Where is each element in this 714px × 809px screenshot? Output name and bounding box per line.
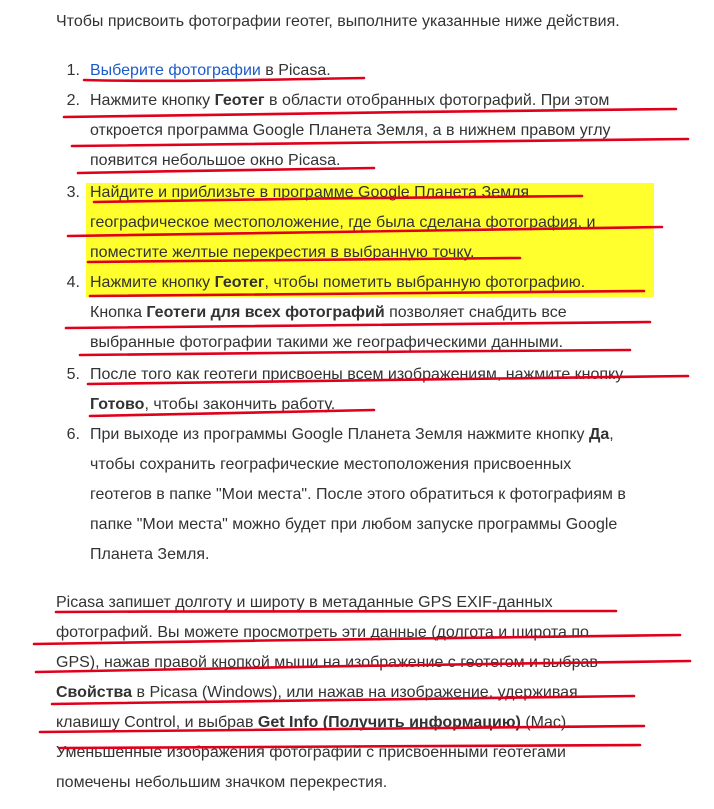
outro-line-1: Picasa запишет долготу и широту в метаданные GPS EXIF-данных bbox=[56, 594, 553, 611]
step-2-line-2: откроется программа Google Планета Земля, а в нижнем правом углу bbox=[90, 122, 611, 139]
step-number: 6. bbox=[66, 426, 80, 443]
outro-text: (Mac). bbox=[520, 714, 571, 731]
step-4-line-2 bbox=[90, 303, 567, 323]
step-number: 2. bbox=[66, 92, 80, 109]
outro-text: в Picasa (Windows), или нажав на изображение, удерживая bbox=[132, 684, 578, 701]
outro-line-7: помечены небольшим значком перекрестия. bbox=[56, 774, 388, 791]
yes-button-name: Да bbox=[588, 426, 610, 443]
step-2-text: в области отобранных фотографий. При этом bbox=[264, 92, 610, 109]
step-5-line-1: После того как геотеги присвоены всем изображениям, нажмите кнопку bbox=[90, 366, 624, 383]
step-5-text: , чтобы закончить работу. bbox=[144, 396, 336, 413]
outro-line-6: Уменьшенные изображения фотографий с присвоенными геотегами bbox=[56, 744, 566, 761]
geotag-button-name: Геотег bbox=[214, 92, 265, 109]
step-4-line-1 bbox=[90, 273, 585, 293]
geotag-all-button-name: Геотеги для всех фотографий bbox=[146, 304, 385, 321]
step-4-text: , чтобы пометить выбранную фотографию. bbox=[264, 274, 586, 291]
step-6-line-3: геотегов в папке "Мои места". После этого обратиться к фотографиям в bbox=[90, 486, 626, 503]
step-4-text: Кнопка bbox=[90, 304, 147, 321]
step-1-rest: в Picasa. bbox=[260, 62, 331, 79]
step-3-line-1: Найдите и приблизьте в программе Google Планета Земля bbox=[90, 184, 530, 201]
step-6-line-2: чтобы сохранить географические местоположения присвоенных bbox=[90, 456, 572, 473]
intro-text: Чтобы присвоить фотографии геотег, выполните указанные ниже действия. bbox=[56, 13, 620, 30]
step-6-text: При выходе из программы Google Планета Земля нажмите кнопку bbox=[90, 426, 589, 443]
select-photos-link[interactable]: Выберите фотографии bbox=[90, 62, 261, 79]
step-6-line-5: Планета Земля. bbox=[90, 546, 210, 563]
step-4-text: Нажмите кнопку bbox=[90, 274, 215, 291]
outro-text: клавишу Control, и выбрав bbox=[56, 714, 258, 731]
step-number: 5. bbox=[66, 366, 80, 383]
step-5-line-2 bbox=[90, 395, 335, 415]
step-3-line-2: географическое местоположение, где была сделана фотография, и bbox=[90, 214, 596, 231]
step-3-line-3: поместите желтые перекрестия в выбранную точку. bbox=[90, 244, 475, 261]
outro-line-2: фотографий. Вы можете просмотреть эти данные (долгота и широта по bbox=[56, 624, 589, 641]
step-6-line-1 bbox=[90, 425, 614, 445]
step-6-line-4: папке "Мои места" можно будет при любом запуске программы Google bbox=[90, 516, 618, 533]
outro-line-5 bbox=[56, 713, 571, 733]
step-2-line-3: появится небольшое окно Picasa. bbox=[90, 152, 341, 169]
step-number: 4. bbox=[66, 274, 80, 291]
step-1-text bbox=[90, 61, 331, 81]
get-info-menu-name: Get Info (Получить информацию) bbox=[257, 714, 521, 731]
step-2-text: Нажмите кнопку bbox=[90, 92, 215, 109]
step-6-text: , bbox=[609, 426, 614, 443]
step-2-line-1 bbox=[90, 91, 609, 111]
step-number: 3. bbox=[66, 184, 80, 201]
step-number: 1. bbox=[66, 62, 80, 79]
outro-line-3: GPS), нажав правой кнопкой мыши на изображение с геотегом и выбрав bbox=[56, 654, 598, 671]
done-button-name: Готово bbox=[90, 396, 145, 413]
geotag-button-name: Геотег bbox=[214, 274, 265, 291]
step-4-line-3: выбранные фотографии такими же географическими данными. bbox=[90, 334, 564, 351]
step-4-text: позволяет снабдить все bbox=[384, 304, 567, 321]
outro-line-4 bbox=[56, 683, 578, 703]
properties-menu-name: Свойства bbox=[56, 684, 133, 701]
